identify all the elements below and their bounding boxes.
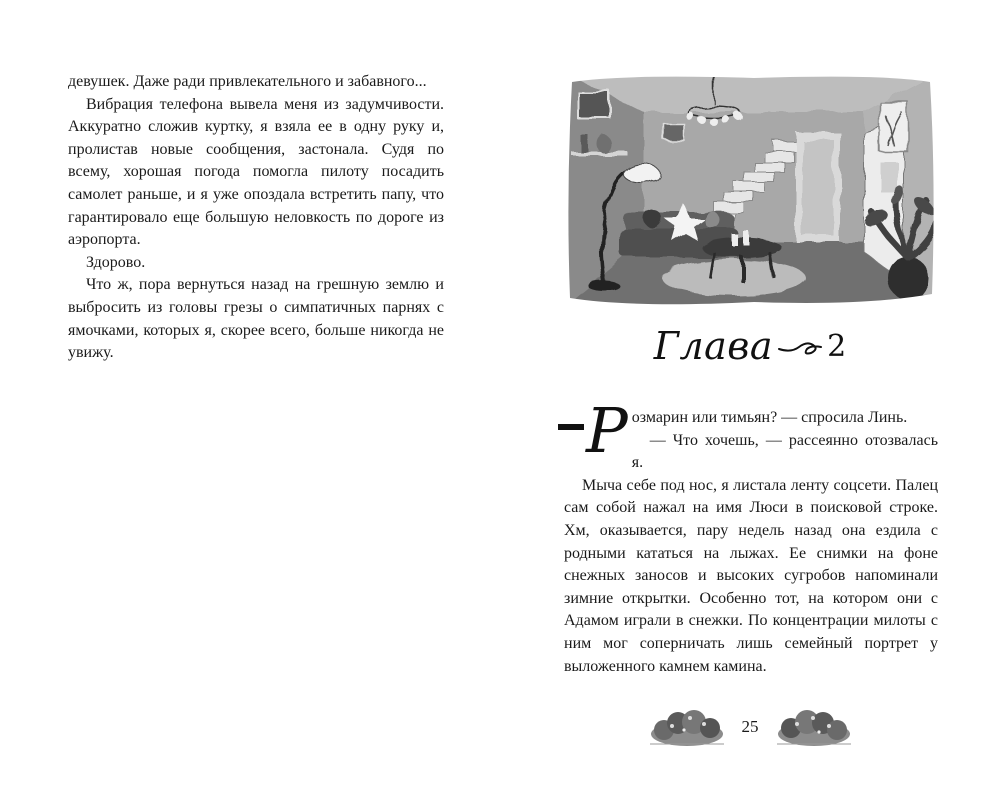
chapter-word: Глава	[653, 324, 774, 368]
right-page	[500, 0, 1000, 800]
paragraph: Что ж, пора вернуться назад на грешную землю и выбросить из головы грезы о симпатичных парнях с ямочками, которых я, скорее всего, больше никогда не увижу.	[68, 276, 444, 362]
paragraph: Мыча себе под нос, я листала ленту соцсети. Палец сам собой нажал на имя Люси в поисковой строке. Хм, оказывается, пару недель назад она ездила с родными кататься на лыжах. Ее снимки на фоне снежных заносов и высоких сугробов напоминали зимние открытки. Особенно тот, на котором они с Адамом играли в снежки. По концентрации милоты с ним мог соперничать лишь семейный портрет у выложенного камнем камина.	[564, 476, 938, 675]
chapter-number: 2	[827, 328, 847, 364]
bush-ornament-icon	[773, 706, 855, 748]
paragraph: — Что хочешь, — рассеянно отозвалась я.	[631, 431, 938, 472]
drop-cap-dash-icon	[558, 424, 584, 430]
bush-ornament-icon	[646, 706, 728, 748]
left-page-text	[68, 71, 444, 365]
paragraph: Здорово.	[86, 253, 146, 271]
chapter-illustration	[564, 72, 938, 308]
page-footer	[500, 704, 1000, 750]
drop-cap-letter: Р	[586, 394, 628, 467]
chapter-heading	[500, 318, 1000, 374]
paragraph: озмарин или тимьян? — спросила Линь.	[631, 409, 908, 426]
drop-cap	[558, 394, 628, 467]
paragraph: девушек. Даже ради привлекательного и забавного...	[68, 73, 427, 90]
right-page-text	[564, 394, 938, 678]
paragraph: Вибрация телефона вывела меня из задумчивости. Аккуратно сложив куртку, я взяла ее в одну руку и, пролистав новые сообщения, застонала. Судя по всему, хорошая погода помогла пилоту посадить самолет раньше, и я уже опоздала встретить папу, что гарантировало еще большую неловкость по дороге из аэропорта.	[68, 95, 444, 249]
page-number: 25	[741, 717, 759, 736]
swash-ornament-icon	[777, 331, 823, 361]
